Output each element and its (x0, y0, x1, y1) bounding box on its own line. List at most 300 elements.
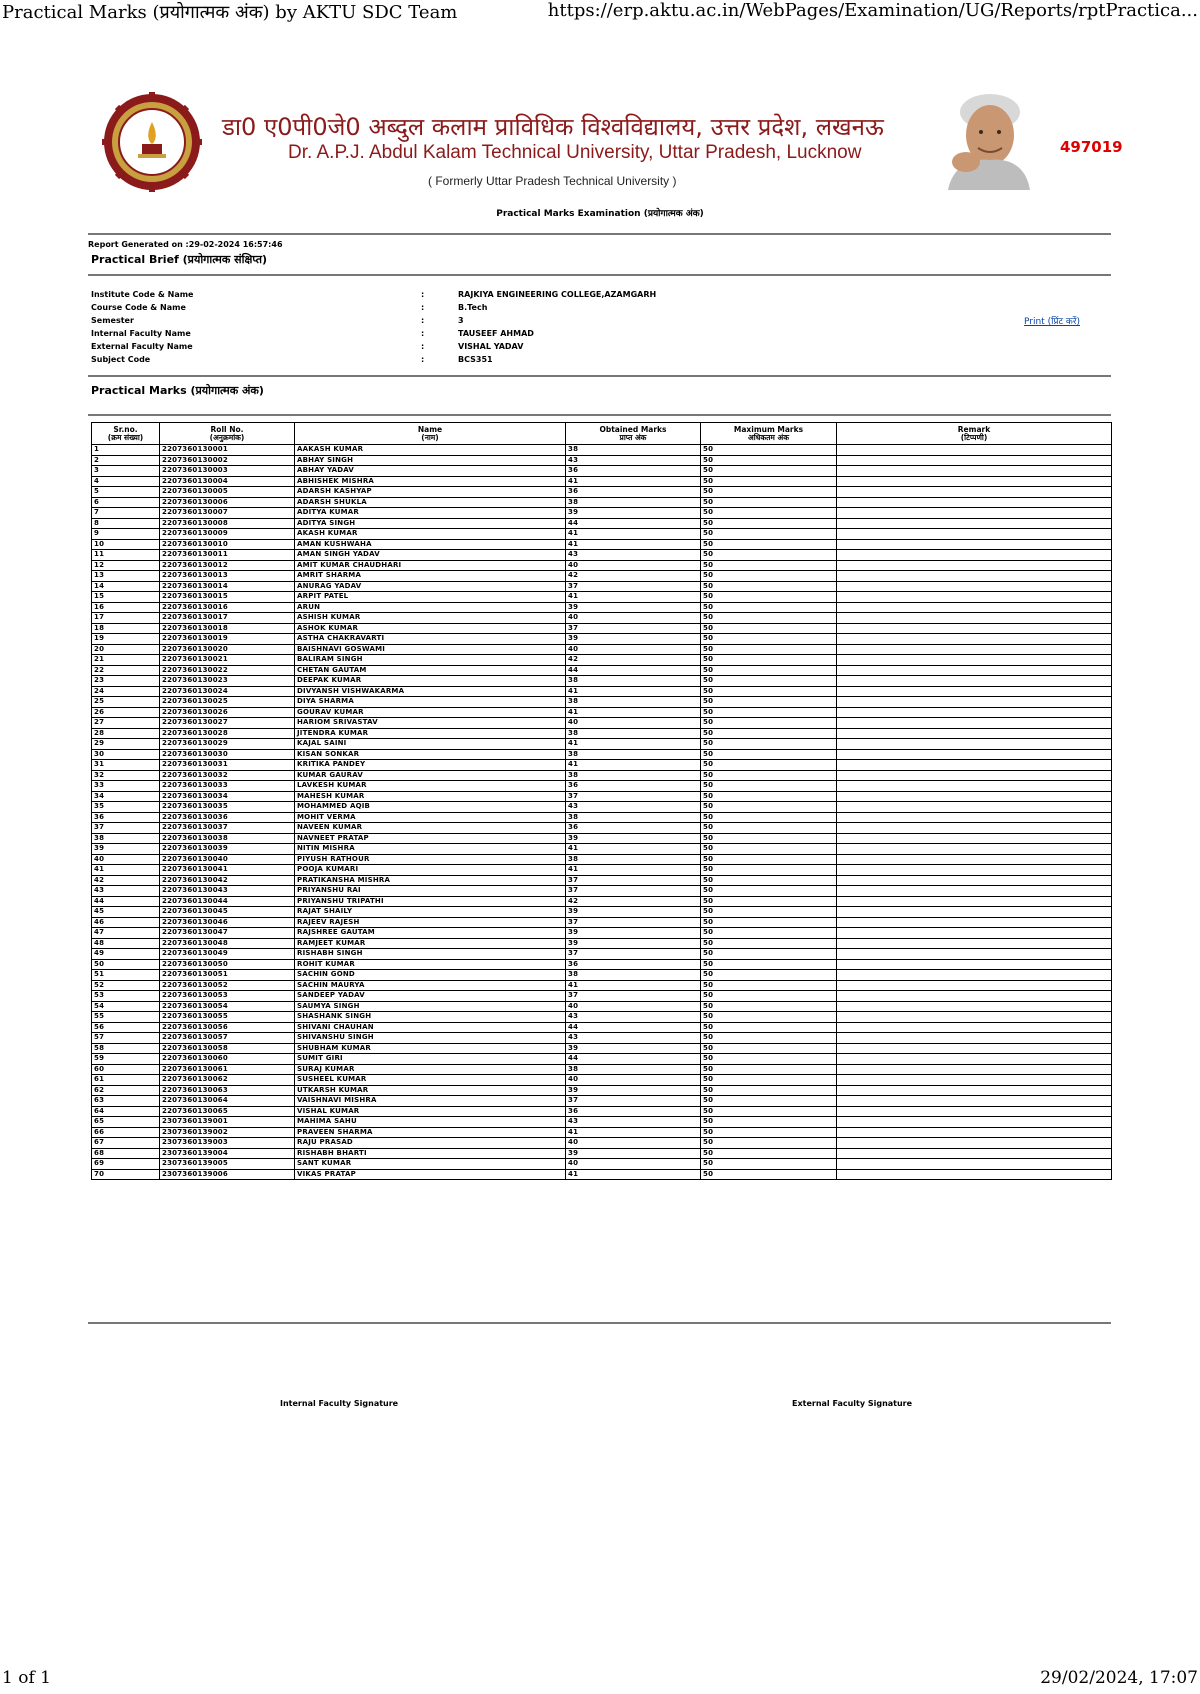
table-row (92, 728, 1112, 739)
cell-name: ANURAG YADAV (295, 581, 566, 592)
cell-obtained-marks: 39 (566, 938, 701, 949)
cell-maximum-marks: 50 (701, 455, 837, 466)
cell-maximum-marks: 50 (701, 623, 837, 634)
cell-maximum-marks: 50 (701, 917, 837, 928)
cell-rollno: 2207360130023 (160, 676, 295, 687)
table-row (92, 938, 1112, 949)
header-rollno: Roll No. (अनुक्रमांक) (160, 423, 295, 445)
table-row (92, 770, 1112, 781)
cell-rollno: 2207360130020 (160, 644, 295, 655)
cell-rollno: 2207360130026 (160, 707, 295, 718)
cell-obtained-marks: 38 (566, 812, 701, 823)
university-name-hindi: डा0 ए0पी0जे0 अब्दुल कलाम प्राविधिक विश्वविद्यालय, उत्तर प्रदेश, लखनऊ (222, 113, 884, 141)
table-row (92, 497, 1112, 508)
print-link[interactable]: Print (प्रिंट करें) (1024, 317, 1081, 327)
marks-table (91, 422, 1112, 1180)
cell-srno: 55 (92, 1012, 160, 1023)
cell-rollno: 2207360130061 (160, 1064, 295, 1075)
info-row-course (91, 303, 1111, 316)
cell-srno: 3 (92, 466, 160, 477)
cell-obtained-marks: 39 (566, 602, 701, 613)
table-row (92, 907, 1112, 918)
cell-remark (837, 676, 1112, 687)
table-row (92, 623, 1112, 634)
cell-maximum-marks: 50 (701, 886, 837, 897)
cell-name: SUSHEEL KUMAR (295, 1075, 566, 1086)
cell-remark (837, 938, 1112, 949)
cell-rollno: 2207360130014 (160, 581, 295, 592)
cell-maximum-marks: 50 (701, 466, 837, 477)
brief-info (91, 290, 1111, 368)
info-row-institute (91, 290, 1111, 303)
cell-obtained-marks: 38 (566, 770, 701, 781)
cell-obtained-marks: 41 (566, 686, 701, 697)
cell-rollno: 2207360130018 (160, 623, 295, 634)
info-colon: : (421, 303, 425, 312)
cell-name: RAJSHREE GAUTAM (295, 928, 566, 939)
cell-name: DIYA SHARMA (295, 697, 566, 708)
table-row (92, 739, 1112, 750)
cell-maximum-marks: 50 (701, 518, 837, 529)
table-row (92, 980, 1112, 991)
table-row (92, 886, 1112, 897)
page-title: Practical Marks (प्रयोगात्मक अंक) by AKTU SDC Team (2, 2, 458, 23)
cell-rollno: 2207360130012 (160, 560, 295, 571)
cell-srno: 64 (92, 1106, 160, 1117)
table-row (92, 1022, 1112, 1033)
cell-remark (837, 1127, 1112, 1138)
cell-maximum-marks: 50 (701, 1138, 837, 1149)
cell-srno: 5 (92, 487, 160, 498)
table-row (92, 455, 1112, 466)
cell-rollno: 2207360130048 (160, 938, 295, 949)
cell-remark (837, 623, 1112, 634)
cell-srno: 45 (92, 907, 160, 918)
table-row (92, 802, 1112, 813)
cell-obtained-marks: 44 (566, 1022, 701, 1033)
cell-rollno: 2207360130002 (160, 455, 295, 466)
cell-obtained-marks: 40 (566, 1075, 701, 1086)
cell-remark (837, 791, 1112, 802)
cell-name: AAKASH KUMAR (295, 445, 566, 456)
cell-rollno: 2207360130049 (160, 949, 295, 960)
cell-maximum-marks: 50 (701, 1075, 837, 1086)
university-emblem-icon (102, 92, 202, 192)
cell-maximum-marks: 50 (701, 791, 837, 802)
cell-remark (837, 928, 1112, 939)
cell-rollno: 2307360139001 (160, 1117, 295, 1128)
table-row (92, 844, 1112, 855)
cell-maximum-marks: 50 (701, 1064, 837, 1075)
table-row (92, 917, 1112, 928)
cell-remark (837, 959, 1112, 970)
cell-name: RAMJEET KUMAR (295, 938, 566, 949)
table-row (92, 833, 1112, 844)
university-formerly: ( Formerly Uttar Pradesh Technical University ) (428, 174, 677, 188)
cell-remark (837, 1033, 1112, 1044)
cell-obtained-marks: 37 (566, 886, 701, 897)
cell-srno: 22 (92, 665, 160, 676)
table-row (92, 1127, 1112, 1138)
cell-name: KISAN SONKAR (295, 749, 566, 760)
info-label: Internal Faculty Name (91, 329, 191, 338)
header-obtained-marks: Obtained Marks प्राप्त अंक (566, 423, 701, 445)
cell-obtained-marks: 39 (566, 907, 701, 918)
cell-name: SHUBHAM KUMAR (295, 1043, 566, 1054)
page-count: 1 of 1 (2, 1668, 51, 1688)
header-srno: Sr.no. (क्रम संख्या) (92, 423, 160, 445)
university-name-english: Dr. A.P.J. Abdul Kalam Technical University, Uttar Pradesh, Lucknow (288, 142, 862, 163)
cell-obtained-marks: 40 (566, 1138, 701, 1149)
table-row (92, 865, 1112, 876)
cell-name: SANT KUMAR (295, 1159, 566, 1170)
cell-obtained-marks: 39 (566, 634, 701, 645)
table-row (92, 613, 1112, 624)
cell-maximum-marks: 50 (701, 991, 837, 1002)
cell-obtained-marks: 42 (566, 571, 701, 582)
cell-maximum-marks: 50 (701, 1033, 837, 1044)
cell-srno: 62 (92, 1085, 160, 1096)
cell-name: AMAN KUSHWAHA (295, 539, 566, 550)
cell-remark (837, 445, 1112, 456)
cell-name: AMIT KUMAR CHAUDHARI (295, 560, 566, 571)
cell-remark (837, 697, 1112, 708)
cell-remark (837, 487, 1112, 498)
cell-maximum-marks: 50 (701, 959, 837, 970)
cell-maximum-marks: 50 (701, 781, 837, 792)
info-row-subject-code (91, 355, 1111, 368)
cell-remark (837, 1138, 1112, 1149)
cell-name: RAJEEV RAJESH (295, 917, 566, 928)
cell-name: LAVKESH KUMAR (295, 781, 566, 792)
cell-srno: 53 (92, 991, 160, 1002)
cell-maximum-marks: 50 (701, 655, 837, 666)
cell-name: KRITIKA PANDEY (295, 760, 566, 771)
table-row (92, 1138, 1112, 1149)
cell-name: ASTHA CHAKRAVARTI (295, 634, 566, 645)
table-row (92, 781, 1112, 792)
cell-remark (837, 686, 1112, 697)
cell-maximum-marks: 50 (701, 1054, 837, 1065)
cell-srno: 38 (92, 833, 160, 844)
cell-name: SAUMYA SINGH (295, 1001, 566, 1012)
cell-maximum-marks: 50 (701, 854, 837, 865)
cell-obtained-marks: 38 (566, 497, 701, 508)
cell-srno: 17 (92, 613, 160, 624)
table-row (92, 539, 1112, 550)
cell-obtained-marks: 38 (566, 728, 701, 739)
cell-obtained-marks: 39 (566, 928, 701, 939)
cell-remark (837, 476, 1112, 487)
table-row (92, 508, 1112, 519)
cell-rollno: 2207360130054 (160, 1001, 295, 1012)
table-row (92, 602, 1112, 613)
cell-srno: 35 (92, 802, 160, 813)
cell-obtained-marks: 42 (566, 655, 701, 666)
page-url: https://erp.aktu.ac.in/WebPages/Examination/UG/Reports/rptPractica... (547, 0, 1198, 21)
table-row (92, 1148, 1112, 1159)
cell-name: MOHIT VERMA (295, 812, 566, 823)
table-row (92, 487, 1112, 498)
cell-remark (837, 529, 1112, 540)
cell-obtained-marks: 36 (566, 1106, 701, 1117)
table-row (92, 1085, 1112, 1096)
cell-name: ARPIT PATEL (295, 592, 566, 603)
cell-srno: 50 (92, 959, 160, 970)
table-row (92, 791, 1112, 802)
cell-maximum-marks: 50 (701, 907, 837, 918)
cell-remark (837, 665, 1112, 676)
cell-obtained-marks: 40 (566, 1001, 701, 1012)
cell-rollno: 2207360130045 (160, 907, 295, 918)
cell-rollno: 2207360130033 (160, 781, 295, 792)
cell-srno: 56 (92, 1022, 160, 1033)
cell-rollno: 2207360130001 (160, 445, 295, 456)
cell-srno: 1 (92, 445, 160, 456)
cell-name: ABHISHEK MISHRA (295, 476, 566, 487)
cell-remark (837, 497, 1112, 508)
cell-obtained-marks: 36 (566, 781, 701, 792)
table-row (92, 875, 1112, 886)
cell-name: AKASH KUMAR (295, 529, 566, 540)
cell-obtained-marks: 38 (566, 970, 701, 981)
divider (88, 414, 1111, 416)
cell-name: KUMAR GAURAV (295, 770, 566, 781)
cell-name: ADARSH SHUKLA (295, 497, 566, 508)
cell-rollno: 2207360130041 (160, 865, 295, 876)
cell-srno: 66 (92, 1127, 160, 1138)
cell-remark (837, 1148, 1112, 1159)
cell-maximum-marks: 50 (701, 1043, 837, 1054)
table-row (92, 581, 1112, 592)
cell-rollno: 2207360130035 (160, 802, 295, 813)
cell-remark (837, 844, 1112, 855)
cell-rollno: 2207360130036 (160, 812, 295, 823)
cell-remark (837, 539, 1112, 550)
cell-remark (837, 865, 1112, 876)
cell-obtained-marks: 37 (566, 623, 701, 634)
table-row (92, 991, 1112, 1002)
cell-name: PRATIKANSHA MISHRA (295, 875, 566, 886)
divider (88, 1322, 1111, 1324)
cell-rollno: 2207360130043 (160, 886, 295, 897)
table-row (92, 1106, 1112, 1117)
cell-obtained-marks: 37 (566, 791, 701, 802)
divider (88, 375, 1111, 377)
cell-obtained-marks: 40 (566, 644, 701, 655)
cell-rollno: 2207360130021 (160, 655, 295, 666)
cell-rollno: 2207360130052 (160, 980, 295, 991)
cell-maximum-marks: 50 (701, 865, 837, 876)
cell-remark (837, 508, 1112, 519)
cell-obtained-marks: 36 (566, 959, 701, 970)
cell-rollno: 2207360130006 (160, 497, 295, 508)
info-value: VISHAL YADAV (458, 342, 524, 351)
cell-maximum-marks: 50 (701, 1148, 837, 1159)
table-row (92, 812, 1112, 823)
cell-rollno: 2207360130013 (160, 571, 295, 582)
cell-srno: 59 (92, 1054, 160, 1065)
cell-rollno: 2207360130008 (160, 518, 295, 529)
cell-srno: 37 (92, 823, 160, 834)
cell-obtained-marks: 41 (566, 760, 701, 771)
cell-obtained-marks: 38 (566, 749, 701, 760)
cell-srno: 13 (92, 571, 160, 582)
table-row (92, 749, 1112, 760)
cell-name: DIVYANSH VISHWAKARMA (295, 686, 566, 697)
cell-rollno: 2207360130044 (160, 896, 295, 907)
cell-remark (837, 613, 1112, 624)
cell-remark (837, 1043, 1112, 1054)
cell-remark (837, 875, 1112, 886)
cell-maximum-marks: 50 (701, 833, 837, 844)
cell-srno: 33 (92, 781, 160, 792)
table-row (92, 686, 1112, 697)
info-label: Subject Code (91, 355, 151, 364)
table-header-row (92, 423, 1112, 445)
table-row (92, 518, 1112, 529)
table-row (92, 896, 1112, 907)
cell-name: ADITYA KUMAR (295, 508, 566, 519)
cell-srno: 4 (92, 476, 160, 487)
cell-obtained-marks: 41 (566, 476, 701, 487)
marks-table-body (92, 445, 1112, 1180)
cell-remark (837, 886, 1112, 897)
info-row-external-faculty (91, 342, 1111, 355)
cell-maximum-marks: 50 (701, 508, 837, 519)
cell-srno: 54 (92, 1001, 160, 1012)
cell-obtained-marks: 39 (566, 1043, 701, 1054)
cell-remark (837, 1106, 1112, 1117)
cell-name: PIYUSH RATHOUR (295, 854, 566, 865)
print-datetime: 29/02/2024, 17:07 (1040, 1668, 1198, 1688)
cell-maximum-marks: 50 (701, 749, 837, 760)
cell-rollno: 2307360139006 (160, 1169, 295, 1180)
cell-rollno: 2207360130024 (160, 686, 295, 697)
cell-srno: 31 (92, 760, 160, 771)
cell-name: NAVEEN KUMAR (295, 823, 566, 834)
cell-obtained-marks: 44 (566, 1054, 701, 1065)
print-header (0, 0, 1200, 26)
cell-srno: 34 (92, 791, 160, 802)
cell-maximum-marks: 50 (701, 1096, 837, 1107)
cell-srno: 8 (92, 518, 160, 529)
table-row (92, 1064, 1112, 1075)
cell-obtained-marks: 38 (566, 676, 701, 687)
cell-remark (837, 1096, 1112, 1107)
cell-maximum-marks: 50 (701, 970, 837, 981)
cell-obtained-marks: 40 (566, 613, 701, 624)
cell-maximum-marks: 50 (701, 644, 837, 655)
cell-name: RAJU PRASAD (295, 1138, 566, 1149)
table-row (92, 959, 1112, 970)
cell-rollno: 2207360130029 (160, 739, 295, 750)
table-row (92, 697, 1112, 708)
cell-srno: 32 (92, 770, 160, 781)
cell-maximum-marks: 50 (701, 634, 837, 645)
cell-remark (837, 770, 1112, 781)
cell-srno: 24 (92, 686, 160, 697)
cell-remark (837, 655, 1112, 666)
cell-rollno: 2207360130042 (160, 875, 295, 886)
cell-remark (837, 802, 1112, 813)
cell-rollno: 2207360130063 (160, 1085, 295, 1096)
header-maximum-marks: Maximum Marks अधिकतम अंक (701, 423, 837, 445)
cell-srno: 60 (92, 1064, 160, 1075)
cell-name: MAHIMA SAHU (295, 1117, 566, 1128)
cell-srno: 14 (92, 581, 160, 592)
cell-rollno: 2207360130040 (160, 854, 295, 865)
cell-obtained-marks: 37 (566, 875, 701, 886)
cell-maximum-marks: 50 (701, 1022, 837, 1033)
cell-maximum-marks: 50 (701, 476, 837, 487)
cell-obtained-marks: 39 (566, 1085, 701, 1096)
cell-remark (837, 823, 1112, 834)
report-code: 497019 (1060, 138, 1123, 156)
cell-name: RISHABH BHARTI (295, 1148, 566, 1159)
report-generated: Report Generated on :29-02-2024 16:57:46 (88, 240, 283, 249)
cell-name: RAJAT SHAILY (295, 907, 566, 918)
cell-name: SACHIN GOND (295, 970, 566, 981)
cell-name: ABHAY YADAV (295, 466, 566, 477)
header-name: Name (नाम) (295, 423, 566, 445)
cell-rollno: 2207360130025 (160, 697, 295, 708)
cell-rollno: 2307360139002 (160, 1127, 295, 1138)
cell-remark (837, 644, 1112, 655)
cell-maximum-marks: 50 (701, 1169, 837, 1180)
cell-name: SHASHANK SINGH (295, 1012, 566, 1023)
cell-srno: 30 (92, 749, 160, 760)
cell-obtained-marks: 43 (566, 1117, 701, 1128)
cell-rollno: 2207360130017 (160, 613, 295, 624)
cell-maximum-marks: 50 (701, 760, 837, 771)
cell-name: BALIRAM SINGH (295, 655, 566, 666)
divider (88, 233, 1111, 235)
cell-srno: 28 (92, 728, 160, 739)
cell-srno: 36 (92, 812, 160, 823)
cell-obtained-marks: 41 (566, 707, 701, 718)
cell-srno: 70 (92, 1169, 160, 1180)
cell-obtained-marks: 41 (566, 865, 701, 876)
cell-remark (837, 560, 1112, 571)
cell-name: PRIYANSHU TRIPATHI (295, 896, 566, 907)
cell-name: DEEPAK KUMAR (295, 676, 566, 687)
cell-rollno: 2207360130027 (160, 718, 295, 729)
cell-srno: 67 (92, 1138, 160, 1149)
cell-name: NITIN MISHRA (295, 844, 566, 855)
cell-remark (837, 1001, 1112, 1012)
info-label: Semester (91, 316, 134, 325)
header-remark: Remark (टिप्पणी) (837, 423, 1112, 445)
cell-obtained-marks: 43 (566, 550, 701, 561)
cell-rollno: 2207360130004 (160, 476, 295, 487)
cell-rollno: 2307360139003 (160, 1138, 295, 1149)
cell-obtained-marks: 41 (566, 1127, 701, 1138)
table-row (92, 676, 1112, 687)
table-row (92, 529, 1112, 540)
cell-obtained-marks: 41 (566, 844, 701, 855)
table-row (92, 634, 1112, 645)
table-row (92, 1159, 1112, 1170)
cell-obtained-marks: 44 (566, 518, 701, 529)
cell-maximum-marks: 50 (701, 812, 837, 823)
cell-obtained-marks: 36 (566, 487, 701, 498)
cell-name: SUMIT GIRI (295, 1054, 566, 1065)
university-banner (100, 90, 1123, 200)
cell-srno: 9 (92, 529, 160, 540)
cell-remark (837, 781, 1112, 792)
cell-name: KAJAL SAINI (295, 739, 566, 750)
